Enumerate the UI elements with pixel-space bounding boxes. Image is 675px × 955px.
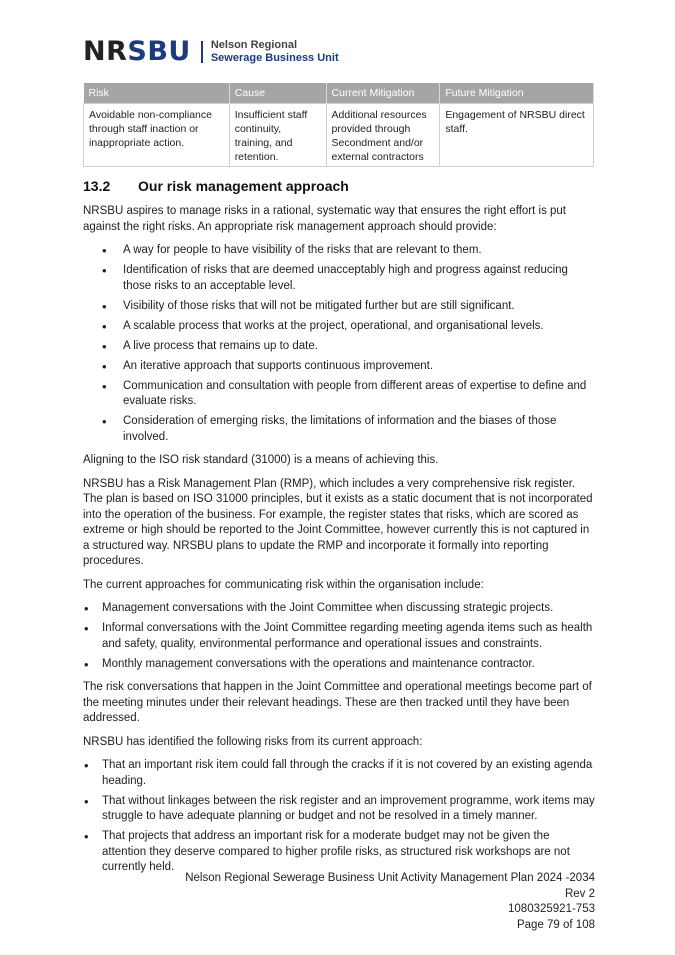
column-header-future-mitigation: Future Mitigation <box>440 83 594 104</box>
column-header-current-mitigation: Current Mitigation <box>326 83 440 104</box>
column-header-risk: Risk <box>84 83 230 104</box>
identified-risks-list <box>83 758 596 876</box>
intro-paragraph: NRSBU aspires to manage risks in a rational, systematic way that ensures the right effort is put against the right risks. An appropriate risk management approach should provide: <box>83 205 566 233</box>
list-item: • A scalable process that works at the project, operational, and organisational levels. <box>83 319 596 335</box>
column-header-cause: Cause <box>229 83 326 104</box>
section-title: Our risk management approach <box>138 178 349 194</box>
nrsbu-logo <box>83 36 339 68</box>
logo-divider <box>201 41 203 63</box>
list-item: • Identification of risks that are deemed unacceptably high and progress against reducing those risks to an acceptable level. <box>83 263 596 294</box>
logo-line-2: Sewerage Business Unit <box>210 52 339 64</box>
list-item: • An iterative approach that supports continuous improvement. <box>83 359 596 375</box>
list-item: • That an important risk item could fall through the cracks if it is not covered by an existing agenda heading. <box>83 758 596 789</box>
section-number: 13.2 <box>83 178 111 194</box>
section-content <box>83 177 596 884</box>
logo-mark-nr: NR <box>83 36 128 67</box>
current-approaches-intro: The current approaches for communicating risk within the organisation include: <box>83 578 484 591</box>
cell-cause: Insufficient staff continuity, training, and retention. <box>229 104 326 167</box>
page-footer <box>185 871 595 933</box>
list-item: • Consideration of emerging risks, the limitations of information and the biases of those involved. <box>83 414 596 445</box>
minutes-paragraph: The risk conversations that happen in the Joint Committee and operational meetings become part of the meeting minutes under their relevant headings. These are then tracked until they have been addressed. <box>83 681 592 724</box>
iso-paragraph: Aligning to the ISO risk standard (31000) is a means of achieving this. <box>83 454 439 466</box>
cell-future-mitigation: Engagement of NRSBU direct staff. <box>440 104 594 167</box>
footer-revision: Rev 2 <box>564 887 595 900</box>
identified-risks-intro: NRSBU has identified the following risks from its current approach: <box>83 735 423 748</box>
list-item: • Informal conversations with the Joint Committee regarding meeting agenda items such as health and safety, quality, environmental performance and operational issues and constraints. <box>83 621 596 652</box>
list-item: • That projects that address an important risk for a moderate budget may not be given the attention they deserve compared to higher profile risks, as structured risk workshops are not currently held. <box>83 829 596 876</box>
list-item: • Communication and consultation with people from different areas of expertise to define and evaluate risks. <box>83 379 596 410</box>
logo-line-1: Nelson Regional <box>210 39 298 51</box>
list-item: • Visibility of those risks that will not be mitigated further but are still significant. <box>83 299 596 315</box>
table-header-row <box>84 83 594 104</box>
list-item: • A way for people to have visibility of the risks that are relevant to them. <box>83 243 596 259</box>
footer-page-number: Page 79 of 108 <box>516 918 595 931</box>
logo-mark-sbu: SBU <box>127 36 191 67</box>
list-item: • Monthly management conversations with the operations and maintenance contractor. <box>83 657 596 673</box>
table-row <box>84 104 594 167</box>
cell-risk: Avoidable non-compliance through staff inaction or inappropriate action. <box>84 104 230 167</box>
current-approaches-list <box>83 601 596 672</box>
risk-table <box>83 83 594 167</box>
provide-list <box>83 243 596 445</box>
list-item: • A live process that remains up to date. <box>83 339 596 355</box>
rmp-paragraph: NRSBU has a Risk Management Plan (RMP), which includes a very comprehensive risk register. The plan is based on ISO 31000 principles, but it exists as a static document that is not incorporated into the operation of the business. For example, the register states that risks, which are scored as extreme or high should be reported to the Joint Committee, however currently this is not captured in a structured way. NRSBU plans to update the RMP and incorporate it formally into reporting procedures. <box>83 477 593 567</box>
logo-mark <box>83 36 191 68</box>
footer-document-id: 1080325921-753 <box>508 903 595 915</box>
list-item: • That without linkages between the risk register and an improvement programme, work items may struggle to have adequate planning or budget and not be resolved in a timely manner. <box>83 794 596 825</box>
cell-current-mitigation: Additional resources provided through Secondment and/or external contractors <box>326 104 440 167</box>
section-heading <box>83 177 596 195</box>
footer-document-title: Nelson Regional Sewerage Business Unit Activity Management Plan 2024 -2034 <box>185 872 595 884</box>
list-item: • Management conversations with the Joint Committee when discussing strategic projects. <box>83 601 596 617</box>
logo-text <box>211 39 339 65</box>
